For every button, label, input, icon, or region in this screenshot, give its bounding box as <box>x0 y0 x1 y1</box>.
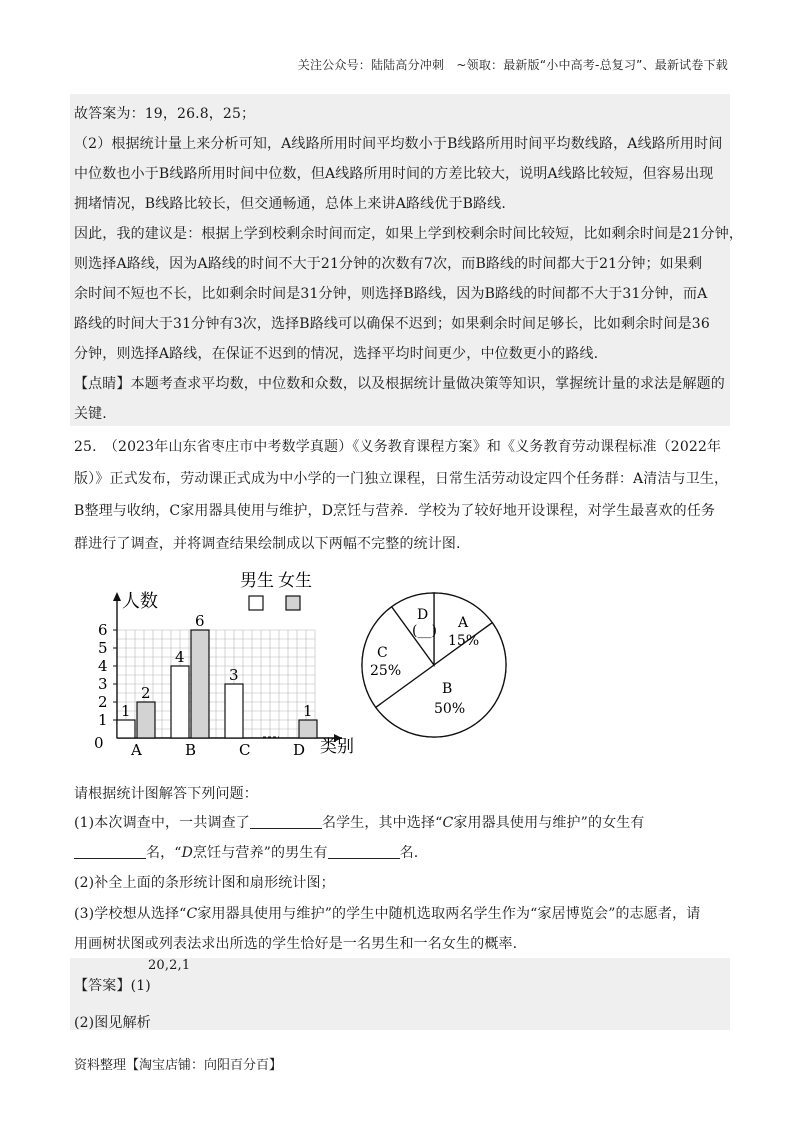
x-tick-label: C <box>239 741 251 759</box>
answer-line2: (2)图见解析 <box>74 1015 151 1031</box>
bar-value-label: 1 <box>303 702 313 720</box>
bar-value-label: 3 <box>229 666 239 684</box>
pie-pct-D: (__) <box>412 623 437 639</box>
bar-male-B <box>171 666 189 738</box>
q1-text-a: (1)本次调查中，一共调查了 <box>74 815 250 831</box>
answer-para3-line2: 则选择A路线，因为A路线的时间不大于21分钟的次数有7次，而B路线的时间都大于21分钟；如果剩 <box>74 256 703 272</box>
pie-pct-B: 50% <box>434 701 466 717</box>
q3-text-a: (3)学校想从选择“ <box>74 906 187 922</box>
bar-value-label: 2 <box>141 684 151 702</box>
origin-label: 0 <box>94 734 104 752</box>
y-tick-label: 3 <box>98 675 108 693</box>
answer-para2-line3: 拥堵情况，B线路比较长，但交通畅通，总体上来讲A路线优于B路线. <box>74 196 506 212</box>
q1-letter-d: D <box>181 845 193 861</box>
bar-female-D <box>299 720 317 738</box>
pie-label-C: C <box>377 645 388 661</box>
bar-value-label: 1 <box>121 702 131 720</box>
legend-male-label: 男生 <box>240 571 274 591</box>
comment-line1: 【点睛】本题考查求平均数，中位数和众数，以及根据统计量做决策等知识，掌握统计量的求法是解题的 <box>74 376 725 392</box>
bar-chart <box>80 560 360 760</box>
q1-letter-c: C <box>442 815 454 831</box>
answer-line: 故答案为：19，26.8，25； <box>74 106 256 122</box>
y-axis-label: 人数 <box>122 591 158 612</box>
legend-female-label: 女生 <box>278 571 312 591</box>
bar-male-C <box>225 684 243 738</box>
pie-pct-A: 15% <box>448 633 480 649</box>
y-tick-label: 5 <box>98 639 108 657</box>
problem-line1: 25. （2023年山东省枣庄市中考数学真题）《义务教育课程方案》和《义务教育劳动课程标准（2022年 <box>74 439 722 455</box>
comment-line2: 关键. <box>74 406 107 422</box>
x-tick-label: A <box>131 741 142 759</box>
question-3-line2: 用画树状图或列表法求出所选的学生恰好是一名男生和一名女生的概率. <box>74 936 518 952</box>
question-1-line1 <box>74 812 645 832</box>
pie-label-B: B <box>442 681 453 697</box>
y-tick-label: 2 <box>98 693 108 711</box>
pie-pct-C: 25% <box>370 663 402 679</box>
answer-values: 20,2,1 <box>148 958 191 973</box>
pie-chart <box>356 585 516 745</box>
q3-text-c: 家用器具使用与维护”的学生中随机选取两名学生作为“家居博览会”的志愿者，请 <box>197 906 701 922</box>
q1-text-e: 名，“ <box>146 845 182 861</box>
question-2: (2)补全上面的条形统计图和扇形统计图； <box>74 875 335 891</box>
q1-text-g: 烹饪与营养”的男生有 <box>192 845 328 861</box>
q1-text-d: 家用器具使用与维护”的女生有 <box>453 815 645 831</box>
problem-line4: 群进行了调查，并将调查结果绘制成以下两幅不完整的统计图. <box>74 536 461 552</box>
bar-female-A <box>137 702 155 738</box>
page-footer: 资料整理【淘宝店铺：向阳百分百】 <box>74 1058 283 1073</box>
answer-blank-total[interactable] <box>250 814 322 829</box>
answer-para3-line5: 分钟，则选择A路线，在保证不迟到的情况，选择平均时间更少，中位数更小的路线. <box>74 346 599 362</box>
bar-male-A <box>117 720 135 738</box>
y-tick-label: 4 <box>98 657 108 675</box>
q1-text-b: 名学生，其中选择“ <box>321 815 443 831</box>
pie-label-D: D <box>417 607 429 623</box>
page-header: 关注公众号：陆陆高分冲刺 ~领取：最新版“小中高考-总复习”、最新试卷下载 <box>297 58 728 72</box>
legend-female-swatch <box>286 596 300 610</box>
answer-label: 【答案】(1) <box>74 978 151 994</box>
answer-para3-line4: 路线的时间大于31分钟有3次，选择B路线可以确保不迟到；如果剩余时间足够长，比如剩余时间是36 <box>74 316 710 332</box>
question-1-line2 <box>74 842 418 862</box>
question-3-line1 <box>74 903 700 923</box>
bar-value-label: 6 <box>195 612 205 630</box>
x-axis-label: 类别 <box>320 737 354 757</box>
answer-para3-line3: 余时间不短也不长，比如剩余时间是31分钟，则选择B路线，因为B路线的时间都不大于31分钟，而A <box>74 286 708 302</box>
answer-blank-c-female[interactable] <box>74 844 146 859</box>
problem-line3: B整理与收纳，C家用器具使用与维护，D烹饪与营养．学校为了较好地开设课程，对学生最喜欢的任务 <box>74 503 716 519</box>
bar-female-B <box>191 630 209 738</box>
q1-text-h: 名. <box>399 845 419 861</box>
bar-value-label: 4 <box>175 648 185 666</box>
answer-para2-line1: （2）根据统计量上来分析可知，A线路所用时间平均数小于B线路所用时间平均数线路，A线路所用时间 <box>74 136 723 152</box>
answer-para3-line1: 因此，我的建议是：根据上学到校剩余时间而定，如果上学到校剩余时间比较短，比如剩余时间是21分钟， <box>74 226 744 242</box>
problem-line2: 版）》正式发布，劳动课正式成为中小学的一门独立课程，日常生活劳动设定四个任务群：A清洁与卫生， <box>74 471 729 487</box>
answer-blank-d-male[interactable] <box>328 844 400 859</box>
y-tick-label: 6 <box>98 621 108 639</box>
x-tick-label: D <box>293 741 306 759</box>
q3-letter-c: C <box>186 906 198 922</box>
y-tick-label: 1 <box>98 711 108 729</box>
questions-intro: 请根据统计图解答下列问题： <box>74 786 258 802</box>
legend-male-swatch <box>249 596 263 610</box>
pie-label-A: A <box>458 615 469 631</box>
x-tick-label: B <box>185 741 197 759</box>
answer-para2-line2: 中位数也小于B线路所用时间中位数，但A线路所用时间的方差比较大，说明A线路比较短，但容易出现 <box>74 166 714 182</box>
